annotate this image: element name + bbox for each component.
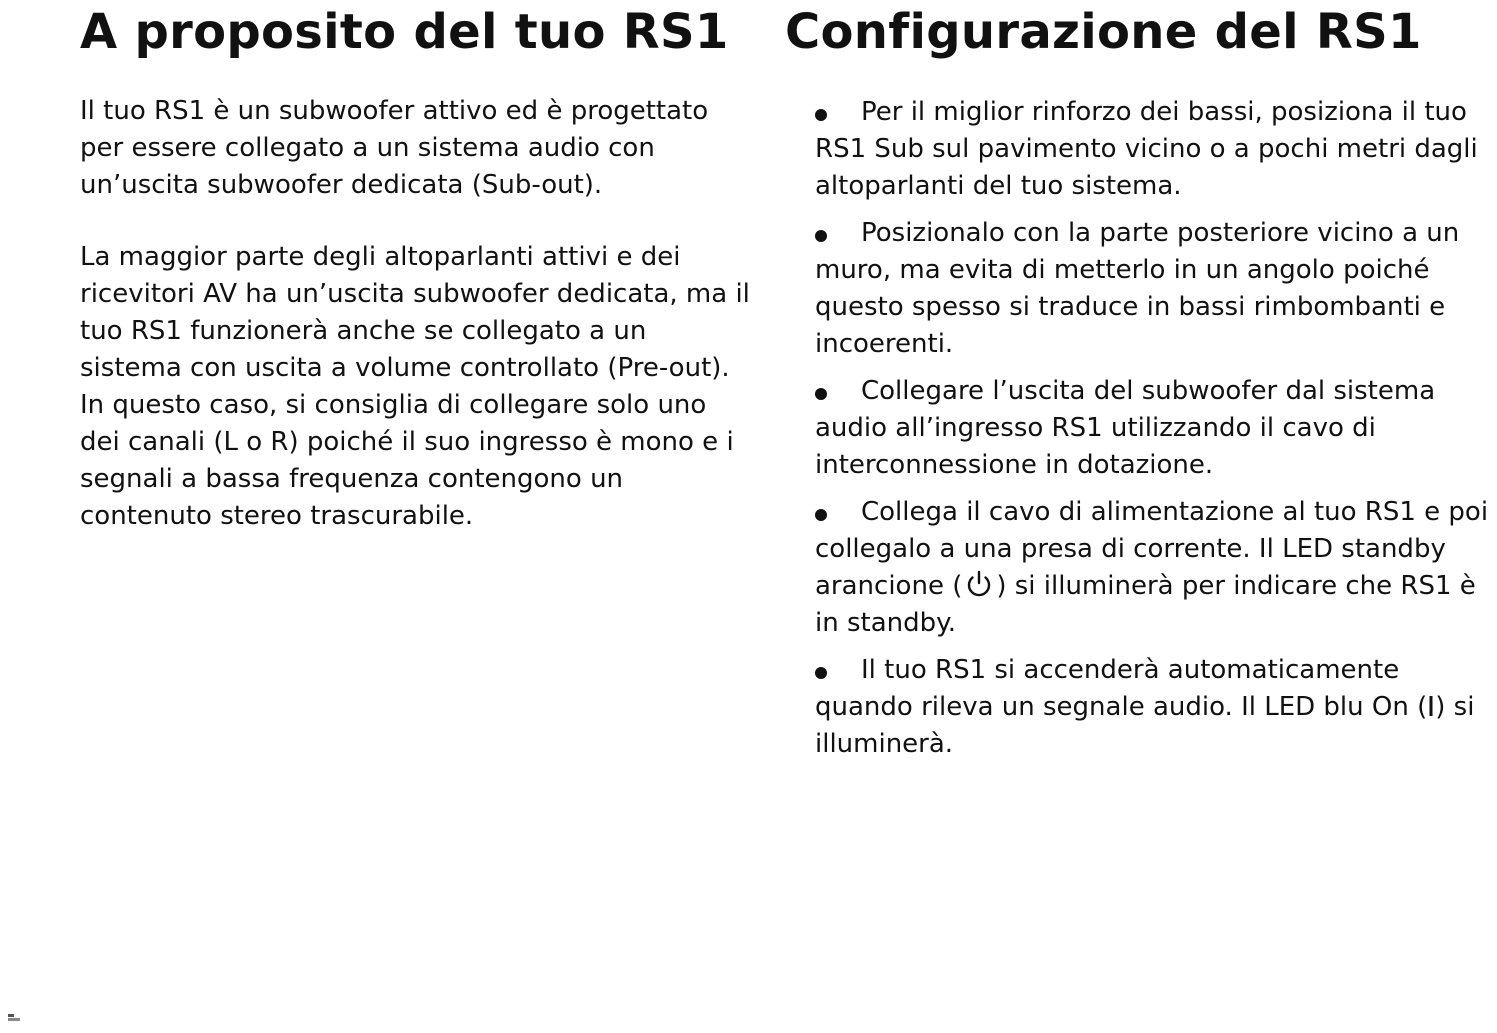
left-column [80,0,752,535]
right-column [785,0,1489,773]
list-item-text: Collegare l’uscita del subwoofer dal sistema audio all’ingresso RS1 utilizzando il cavo di interconnessione in dotazione. [815,376,1436,480]
list-item-text: Collega il cavo di alimentazione al tuo RS1 e poi collegalo a una presa di corrente. Il LED standby arancione ( [815,497,1489,601]
list-item-text: ) si illuminerà. [815,692,1475,759]
power-icon [962,569,996,599]
bullet-icon [815,667,827,679]
list-item [815,94,1489,205]
bullet-icon [815,230,827,242]
setup-list [815,94,1489,763]
heading-setup: Configurazione del RS1 [785,4,1422,60]
list-item [815,373,1489,484]
list-item-text: Il tuo RS1 si accenderà automaticamente quando rileva un segnale audio. Il LED blu On ( [815,655,1428,722]
list-item-text: Posizionalo con la parte posteriore vicino a un muro, ma evita di metterlo in un angolo poiché questo spesso si traduce in bassi rimbombanti e incoerenti. [815,218,1460,359]
page-corner-mark [8,1014,22,1022]
list-item-text: ) si illuminerà per indicare che RS1 è in standby. [815,571,1476,638]
list-item-text: Per il miglior rinforzo dei bassi, posiziona il tuo RS1 Sub sul pavimento vicino o a pochi metri dagli altoparlanti del tuo sistema. [815,97,1478,201]
heading-about: A proposito del tuo RS1 [80,4,729,60]
list-item [815,652,1489,763]
list-item [815,215,1489,363]
intro-paragraph: Il tuo RS1 è un subwoofer attivo ed è progettato per essere collegato a un sistema audio con un’uscita subwoofer dedicata (Sub-out). [80,96,709,200]
bullet-icon [815,509,827,521]
bullet-icon [815,109,827,121]
connection-paragraph: La maggior parte degli altoparlanti attivi e dei ricevitori AV ha un’uscita subwoofer dedicata, ma il tuo RS1 funzionerà anche se collegato a un sistema con uscita a volume controllato (Pre-out). In questo caso, si consiglia di collegare solo uno dei canali (L o R) poiché il suo ingresso è mono e i segnali a bassa frequenza contengono un contenuto stereo trascurabile. [80,242,750,531]
list-item [815,494,1489,642]
bullet-icon [815,388,827,400]
